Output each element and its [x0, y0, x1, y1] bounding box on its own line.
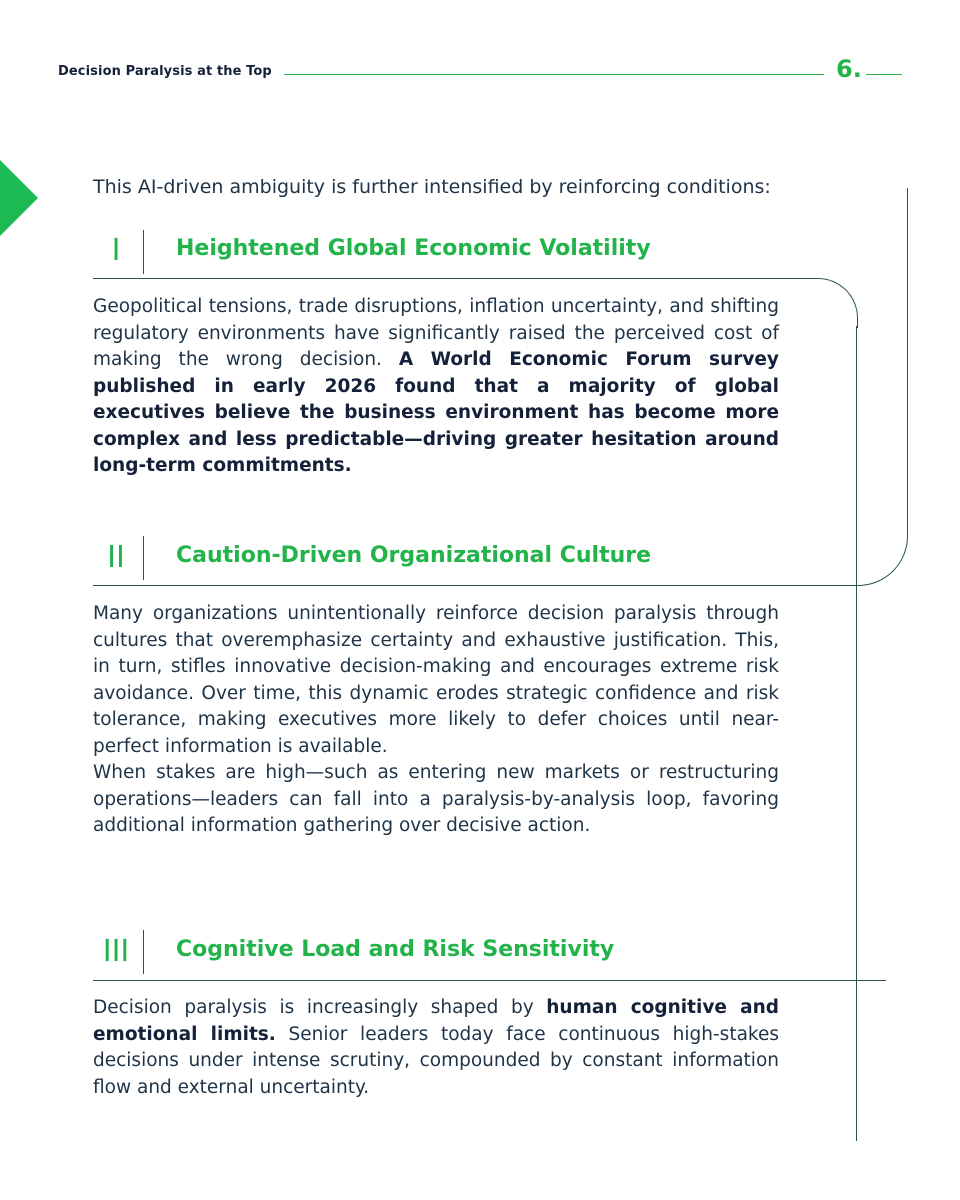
body-highlight: human cognitive and emotional limits.: [93, 997, 779, 1045]
page-number: 6.: [836, 55, 862, 83]
frame-rule-3: [93, 980, 886, 981]
header-rule: [284, 74, 824, 75]
section-divider: [143, 930, 144, 974]
frame-right-lower: [856, 586, 857, 1141]
section-body: [93, 995, 779, 1101]
page-header-title: Decision Paralysis at the Top: [58, 64, 272, 79]
frame-rule-1: [93, 278, 813, 279]
intro-text: This AI-driven ambiguity is further intensified by reinforcing conditions:: [93, 176, 771, 198]
body-highlight: A World Economic Forum survey published in early 2026 found that a majority of global executives believe the business environment has become more complex and less predictable—driving greater hesitation around long-term commitments.: [93, 349, 779, 476]
body-paragraph: When stakes are high—such as entering new markets or restructuring operations—leaders can fall into a paralysis-by-analysis loop, favoring additional information gathering over decisive action.: [93, 762, 779, 836]
section-divider: [143, 536, 144, 580]
section-title: Caution-Driven Organizational Culture: [176, 543, 652, 568]
section-title: Cognitive Load and Risk Sensitivity: [176, 937, 615, 962]
frame-arc: [858, 530, 908, 586]
body-paragraph: Many organizations unintentionally reinforce decision paralysis through cultures that overemphasize certainty and exhaustive justification. This, in turn, stifles innovative decision-making and encourages extreme risk avoidance. Over time, this dynamic erodes strategic confidence and risk tolerance, making executives more likely to defer choices until near-perfect information is available.: [93, 603, 779, 757]
frame-right-upper: [907, 188, 908, 538]
section-divider: [143, 230, 144, 274]
header-rule-end: [866, 74, 902, 75]
triangle-marker-icon: [0, 160, 38, 236]
section-numeral: II: [107, 540, 125, 575]
section-body: [93, 601, 779, 840]
body-text: Geopolitical tensions, trade disruptions, inflation uncertainty, and shifting regulatory environments have significantly raised the perceived cost of making the wrong decision.: [93, 296, 779, 370]
frame-rule-2: [93, 585, 861, 586]
section-numeral: I: [111, 233, 121, 268]
section-title: Heightened Global Economic Volatility: [176, 236, 651, 261]
body-text: Decision paralysis is increasingly shaped by: [93, 997, 547, 1018]
body-text: Senior leaders today face continuous high-stakes decisions under intense scrutiny, compounded by constant information flow and external uncertainty.: [93, 1023, 779, 1098]
section-body: [93, 294, 779, 480]
frame-corner: [808, 278, 858, 328]
frame-mid-vertical: [856, 326, 857, 586]
section-numeral: III: [102, 934, 130, 969]
